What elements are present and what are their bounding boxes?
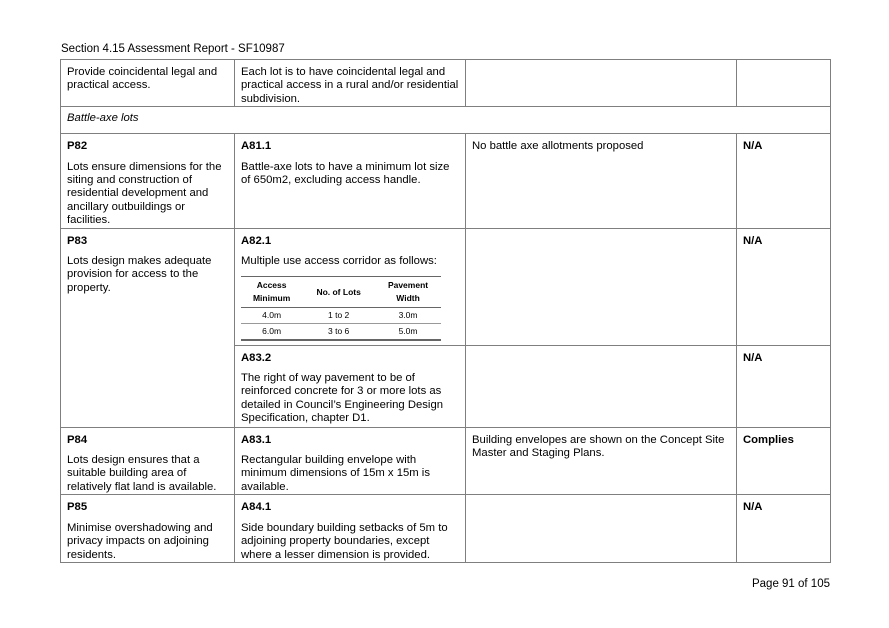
- solution-code: A83.2: [241, 351, 272, 364]
- performance-criteria-cell: [61, 427, 235, 495]
- criteria-description: Lots design ensures that a suitable building area of relatively flat land is available.: [67, 454, 217, 493]
- comment-cell: [466, 228, 737, 345]
- solution-code: A83.1: [241, 433, 272, 446]
- comment-cell: [466, 345, 737, 427]
- page-number: Page 91 of 105: [751, 578, 830, 590]
- solution-description: Rectangular building envelope with minimum dimensions of 15m x 15m is available.: [241, 454, 430, 493]
- status-cell: N/A: [737, 495, 831, 563]
- table-row: [61, 134, 831, 228]
- status-cell: N/A: [737, 345, 831, 427]
- criteria-code: P82: [67, 140, 88, 153]
- status-cell: Complies: [737, 427, 831, 495]
- acceptable-solution-cell: [235, 134, 466, 228]
- criteria-description: Lots ensure dimensions for the siting and construction of residential development and ancillary outbuildings or facilities.: [67, 160, 222, 227]
- comment-cell: Building envelopes are shown on the Concept Site Master and Staging Plans.: [466, 427, 737, 495]
- performance-criteria-cell: [61, 228, 235, 427]
- assessment-table: [60, 59, 831, 563]
- table-row: 4.0m 1 to 2 3.0m: [241, 308, 441, 324]
- acceptable-solution-cell: [235, 228, 466, 345]
- performance-criteria-cell: [61, 495, 235, 563]
- criteria-description: Minimise overshadowing and privacy impacts on adjoining residents.: [67, 521, 213, 561]
- report-header: Section 4.15 Assessment Report - SF10987: [61, 43, 285, 55]
- status-cell: [737, 60, 831, 107]
- solution-code: A84.1: [241, 501, 272, 514]
- section-row: [61, 107, 831, 134]
- solution-code: A82.1: [241, 234, 272, 247]
- table-row: [61, 228, 831, 345]
- performance-criteria-cell: [61, 134, 235, 228]
- criteria-code: P84: [67, 433, 88, 446]
- acceptable-solution-cell: Each lot is to have coincidental legal and practical access in a rural and/or residential subdivision.: [235, 60, 466, 107]
- solution-description: Battle-axe lots to have a minimum lot size of 650m2, excluding access handle.: [241, 160, 450, 187]
- solution-description: Side boundary building setbacks of 5m to adjoining property boundaries, except where a lesser dimension is provided.: [241, 521, 448, 561]
- table-row: [61, 60, 831, 107]
- table-row: 6.0m 3 to 6 5.0m: [241, 324, 441, 340]
- table-row: [61, 495, 831, 563]
- criteria-code: P83: [67, 234, 88, 247]
- section-heading: Battle-axe lots: [61, 107, 831, 134]
- acceptable-solution-cell: [235, 345, 466, 427]
- criteria-code: P85: [67, 501, 88, 514]
- comment-cell: [466, 60, 737, 107]
- acceptable-solution-cell: [235, 427, 466, 495]
- comment-cell: No battle axe allotments proposed: [466, 134, 737, 228]
- solution-code: A81.1: [241, 140, 272, 153]
- solution-description: The right of way pavement to be of reinforced concrete for 3 or more lots as detailed in Council’s Engineering Design Specification, chapter D1.: [241, 372, 444, 425]
- table-row: [61, 427, 831, 495]
- acceptable-solution-cell: [235, 495, 466, 563]
- header-no-of-lots: No. of Lots: [316, 286, 361, 297]
- solution-description: Multiple use access corridor as follows:: [241, 255, 437, 268]
- comment-cell: [466, 495, 737, 563]
- status-cell: N/A: [737, 134, 831, 228]
- header-pavement-width: Pavement Width: [387, 280, 429, 304]
- performance-criteria-cell: Provide coincidental legal and practical access.: [61, 60, 235, 107]
- header-access-minimum: Access Minimum: [252, 280, 291, 304]
- status-cell: N/A: [737, 228, 831, 345]
- access-corridor-table: [241, 276, 441, 341]
- criteria-description: Lots design makes adequate provision for access to the property.: [67, 255, 212, 294]
